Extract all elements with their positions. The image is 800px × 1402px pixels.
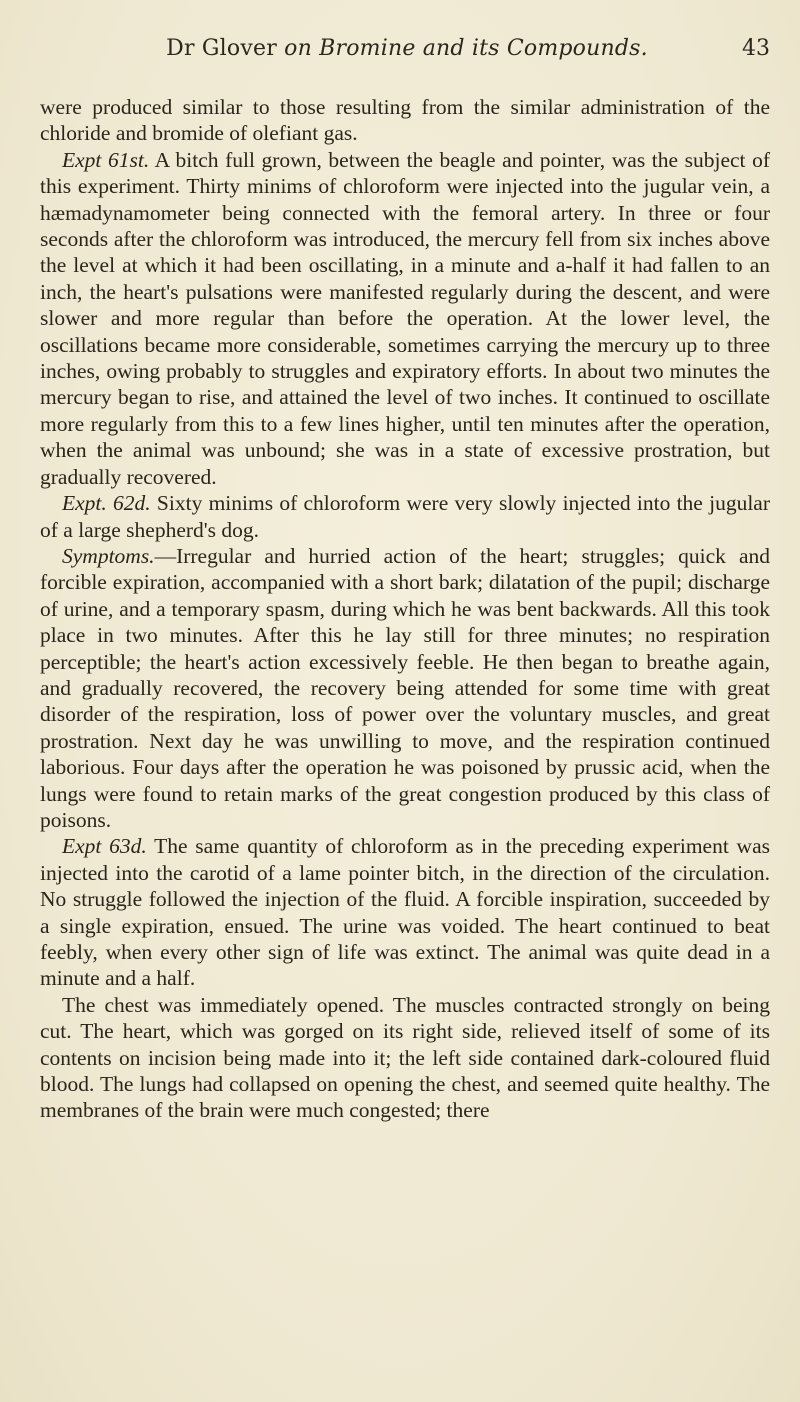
running-head-author: Dr Glover (166, 36, 277, 61)
paragraph-text: Sixty minims of chloroform were very slowly injected into the jugular of a large shepherd's dog. (40, 491, 770, 542)
paragraph-expt-62 (40, 490, 770, 543)
experiment-label: Expt 61st. (62, 147, 150, 172)
paragraph-chest (40, 992, 770, 1124)
paragraph-text: The same quantity of chloroform as in the preceding experiment was injected into the carotid of a lame pointer bitch, in the direction of the circulation. No struggle followed the injection of the fluid. A forcible inspiration, succeeded by a single expiration, ensued. The urine was voided. The heart continued to beat feebly, when every other sign of life was extinct. The animal was quite dead in a minute and a half. (40, 834, 770, 991)
body-text (40, 94, 770, 1124)
paragraph-continuation (40, 94, 770, 147)
paragraph-text: —Irregular and hurried action of the heart; struggles; quick and forcible expiration, accompanied with a short bark; dilatation of the pupil; discharge of urine, and a temporary spasm, during which he was bent backwards. All this took place in two minutes. After this he lay still for three minutes; no respiration perceptible; the heart's action excessively feeble. He then began to breathe again, and gradually recovered, the recovery being attended for some time with great disorder of the respiration, loss of power over the voluntary muscles, and great prostration. Next day he was unwilling to move, and the respiration continued laborious. Four days after the operation he was poisoned by prussic acid, when the lungs were found to retain marks of the great congestion produced by this class of poisons. (40, 543, 770, 832)
paragraph-text: were produced similar to those resulting from the similar administration of the chloride and bromide of olefiant gas. (40, 95, 770, 146)
page-number: 43 (742, 36, 770, 61)
experiment-label: Expt. 62d. (62, 491, 151, 516)
symptoms-label: Symptoms. (62, 543, 155, 568)
paragraph-expt-63 (40, 833, 770, 991)
experiment-label: Expt 63d. (62, 834, 147, 859)
running-head-title: on Bromine and its Compounds. (284, 36, 648, 61)
paragraph-text: A bitch full grown, between the beagle and pointer, was the subject of this experiment. Thirty minims of chloroform were injected into the jugular vein, a hæmadynamometer being connected with the femoral artery. In three or four seconds after the chloroform was introduced, the mercury fell from six inches above the level at which it had been oscillating, in a minute and a-half it had fallen to an inch, the heart's pulsations were manifested regularly during the descent, and were slower and more regular than before the operation. At the lower level, the oscillations became more considerable, sometimes carrying the mercury up to three inches, owing probably to struggles and expiratory efforts. In about two minutes the mercury began to rise, and attained the level of two inches. It continued to oscillate more regularly from this to a few lines higher, until ten minutes after the operation, when the animal was unbound; she was in a state of excessive prostration, but gradually recovered. (40, 147, 770, 489)
paragraph-symptoms (40, 543, 770, 833)
paragraph-expt-61 (40, 147, 770, 490)
paragraph-text: The chest was immediately opened. The muscles contracted strongly on being cut. The heart, which was gorged on its right side, relieved itself of some of its contents on incision being made into it; the left side contained dark-coloured fluid blood. The lungs had collapsed on opening the chest, and seemed quite healthy. The membranes of the brain were much congested; there (40, 992, 770, 1123)
page-header (44, 36, 770, 70)
running-head (44, 36, 770, 61)
